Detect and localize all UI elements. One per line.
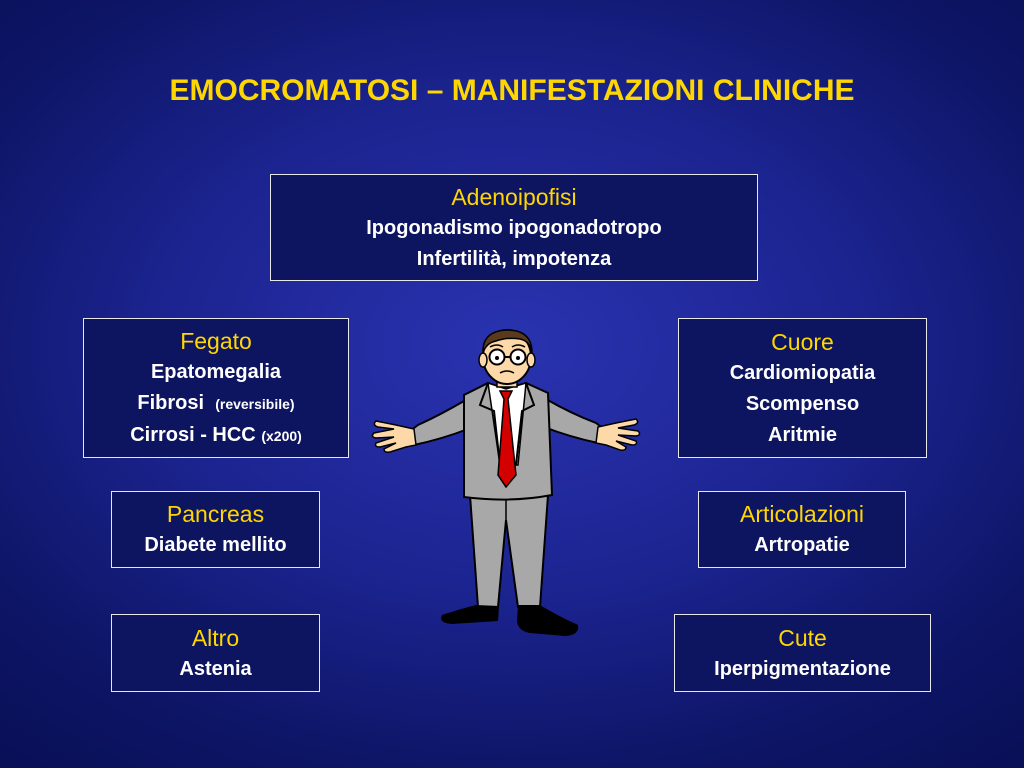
shrugging-man-icon xyxy=(360,325,650,645)
box-heading: Altro xyxy=(191,624,240,651)
box-line: Iperpigmentazione xyxy=(714,657,891,680)
box-heading: Adenoipofisi xyxy=(451,183,577,210)
box-line-note: (x200) xyxy=(261,427,302,444)
box-line-cirrosi xyxy=(84,420,348,452)
box-line-main: Cirrosi - HCC xyxy=(130,423,256,446)
box-line: Cardiomiopatia xyxy=(729,361,876,384)
box-adenoipofisi xyxy=(270,174,758,281)
box-heading: Cuore xyxy=(771,328,834,355)
box-heading: Articolazioni xyxy=(740,501,864,527)
box-line: Scompenso xyxy=(745,392,860,415)
box-line: Artropatie xyxy=(754,534,850,556)
box-cuore xyxy=(678,318,927,458)
box-heading: Fegato xyxy=(180,327,252,354)
box-line: Aritmie xyxy=(768,423,837,446)
box-line: Epatomegalia xyxy=(150,360,282,383)
box-cute xyxy=(674,614,931,692)
box-heading: Cute xyxy=(778,624,827,651)
box-line: Ipogonadismo ipogonadotropo xyxy=(366,216,662,239)
box-pancreas xyxy=(111,491,320,568)
box-fegato xyxy=(83,318,349,458)
box-line-note: (reversibile) xyxy=(215,395,295,412)
box-line: Infertilità, impotenza xyxy=(416,247,612,270)
box-line: Astenia xyxy=(179,657,252,680)
box-line-main: Fibrosi xyxy=(137,391,205,414)
box-heading: Pancreas xyxy=(166,501,265,527)
box-altro xyxy=(111,614,320,692)
box-line-fibrosi xyxy=(84,388,348,420)
page-title: EMOCROMATOSI – MANIFESTAZIONI CLINICHE xyxy=(169,74,855,107)
box-articolazioni xyxy=(698,491,906,568)
box-line: Diabete mellito xyxy=(144,534,287,556)
